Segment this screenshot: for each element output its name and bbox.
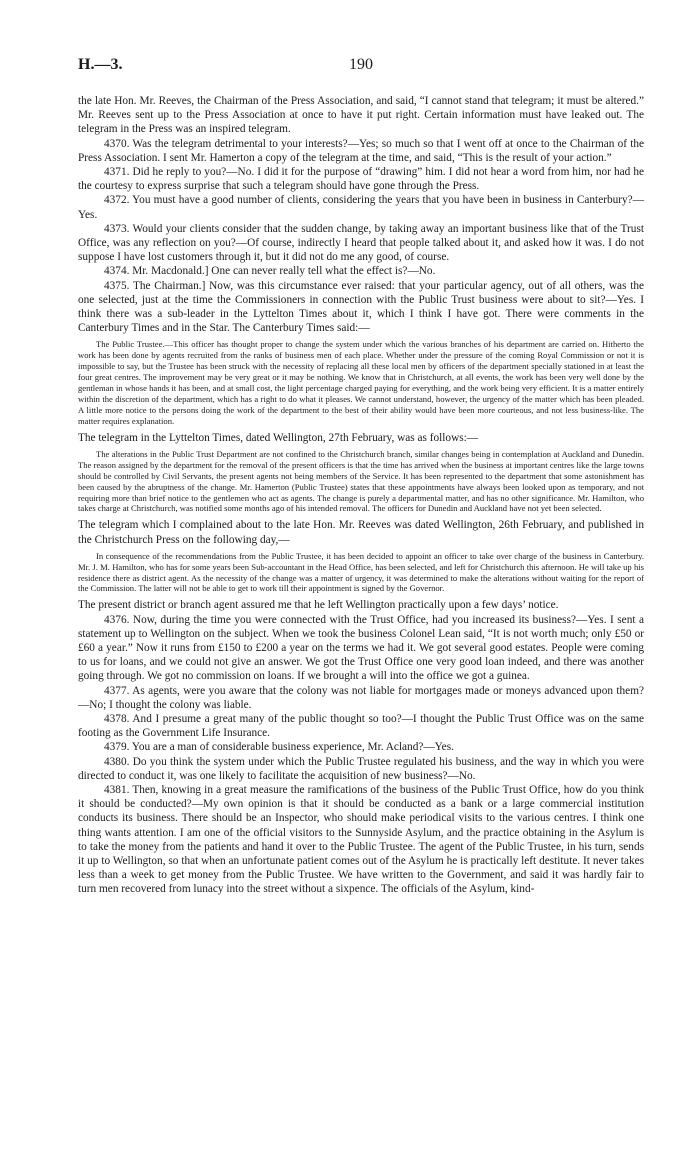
paragraph: The telegram which I complained about to the late Hon. Mr. Reeves was dated Wellington, 26th February, and published in the Christchurch Press on the following day,—	[78, 519, 644, 546]
paragraph: 4378. And I presume a great many of the public thought so too?—I thought the Public Trust Office was on the same footing as the Government Life Insurance.	[78, 713, 644, 740]
paragraph: 4374. Mr. Macdonald.] One can never really tell what the effect is?—No.	[104, 265, 436, 278]
quote-block	[78, 551, 644, 595]
paragraph: 4375. The Chairman.] Now, was this circumstance ever raised: that your particular agency, out of all others, was the one selected, just at the time the Commissioners in connection with the Public Trust business were about to sit?—Yes. I think there was a sub-leader in the Lyttelton Times about it, which I think I have got. There were comments in the Canterbury Times and in the Star. The Canterbury Times said:—	[78, 279, 644, 335]
document-reference: H.—3.	[78, 56, 123, 73]
quote-block	[78, 449, 644, 514]
paragraph: The telegram in the Lyttelton Times, dated Wellington, 27th February, was as follows:—	[78, 431, 479, 444]
page-body	[78, 94, 644, 897]
quoted-extract: The alterations in the Public Trust Department are not confined to the Christchurch branch, similar changes being in contemplation at Auckland and Dunedin. The reason assigned by the department for the removal of the present officers is that the time has arrived when the business at important centres like the large towns should be controlled by Civil Servants, the present agents not being members of the Service. It has been represented to the department that some astonishment has been caused by the abruptness of the change. Mr. Hamerton (Public Trustee) states that these appointments have always been looked upon as temporary, and not requiring more than brief notice to the gentlemen who act as agents. The change is purely a departmental matter, and has no other significance. Mr. Hamilton, who takes charge at Christchurch, was notified some months ago of his intended removal. The officers for Dunedin and Auckland have not yet been selected.	[78, 448, 644, 514]
paragraph: 4372. You must have a good number of clients, considering the years that you have been in business in Canterbury?—Yes.	[78, 194, 644, 221]
paragraph: 4380. Do you think the system under which the Public Trustee regulated his business, and the way in which you were directed to conduct it, was one likely to facilitate the acquisition of new business?—No.	[78, 755, 644, 782]
paragraph: the late Hon. Mr. Reeves, the Chairman of the Press Association, and said, “I cannot stand that telegram; it must be altered.” Mr. Reeves sent up to the Press Association at once to have it put right. Certain information must have leaked out. The telegram in the Press was an inspired telegram.	[78, 95, 644, 136]
paragraph: 4376. Now, during the time you were connected with the Trust Office, had you increased its business?—Yes. I sent a statement up to Wellington on the subject. When we took the business Colonel Lean said, “It is not worth much; only £50 or £60 a year.” Now it runs from £150 to £200 a year on the terms we had it. We got several good estates. People were coming to us for loans, and we could not give an answer. We got the Trust Office one very good loan indeed, and there was another going through. We got no commission on loans. If we brought a will into the office we got a guinea.	[78, 613, 644, 683]
paragraph: 4381. Then, knowing in a great measure the ramifications of the business of the Public Trust Office, how do you think it should be conducted?—My own opinion is that it should be conducted as a bank or a large commercial institution conducts its business. There should be an Inspector, who should make periodical visits to the various centres. I think one thing wants attention. I am one of the official visitors to the Sunnyside Asylum, and the practice obtaining in the Asylum is to take the money from the patients and hand it over to the Public Trustee. The agent of the Public Trustee, in his turn, sends it up to Wellington, so that when an unfortunate patient comes out of the Asylum he is practically left destitute. It never takes less than a week to get money from the Public Trustee. We have written to the Government, and said it was hardly fair to turn men recovered from lunacy into the street without a sixpence. The officials of the Asylum, kind-	[78, 784, 644, 896]
quote-block	[78, 339, 644, 426]
paragraph: 4370. Was the telegram detrimental to your interests?—Yes; so much so that I went off at once to the Chairman of the Press Association. I sent Mr. Hamerton a copy of the telegram at the time, and said, “This is the result of your action.”	[78, 137, 644, 164]
paragraph: The present district or branch agent assured me that he left Wellington practically upon a few days’ notice.	[78, 599, 559, 612]
paragraph: 4371. Did he reply to you?—No. I did it for the purpose of “drawing” him. I did not hear a word from him, nor had he the courtesy to express surprise that such a telegram should have gone through the Press.	[78, 166, 644, 193]
paragraph: 4373. Would your clients consider that the sudden change, by taking away an important business like that of the Trust Office, was any reflection on you?—Of course, indirectly I heard that people talked about it, and asked how it was. I do not suppose I have lost customers through it, but it did not do me any good, of course.	[78, 222, 644, 264]
paragraph: 4379. You are a man of considerable business experience, Mr. Acland?—Yes.	[104, 741, 454, 754]
page-number: 190	[349, 56, 373, 73]
quoted-extract: In consequence of the recommendations from the Public Trustee, it has been decided to appoint an officer to take over charge of the business in Canterbury. Mr. J. M. Hamilton, who has for some years been Sub-accountant in the Head Office, has been selected, and left for Christchurch this afternoon. He will take up his residence there as district agent. As the necessity of the change was a matter of urgency, it was determined to make the alterations without waiting for the report of the Commission. The latter will not be able to get to work till their appointment is signed by the Governor.	[78, 550, 644, 594]
page-header	[78, 56, 644, 80]
paragraph: 4377. As agents, were you aware that the colony was not liable for mortgages made or moneys advanced upon them?—No; I thought the colony was liable.	[78, 684, 644, 711]
quoted-extract: The Public Trustee.—This officer has thought proper to change the system under which the various branches of his department are carried on. Hitherto the work has been done by agents recruited from the ranks of business men of each place. Whether under the pressure of the coming Royal Commission or not it is impossible to say, but the Trustee has been struck with the necessity of replacing all these local men by officers of the department specially stationed in at least the four great centres. The improvement may be very great or it may be nothing. We know that in Christchurch, at all events, the work has been very well done by the gentleman in whose hands it has been, and at small cost, the light percentage charged paying for everything, and the work being very efficient. It is a matter entirely within the discretion of the department, which has a right to do what it pleases. We cannot understand, however, the urgency of the matter which has been pleaded. A little more notice to the persons doing the work of the department to the best of their ability would have been more courteous, and not less business-like. The matter requires explanation.	[78, 339, 644, 426]
